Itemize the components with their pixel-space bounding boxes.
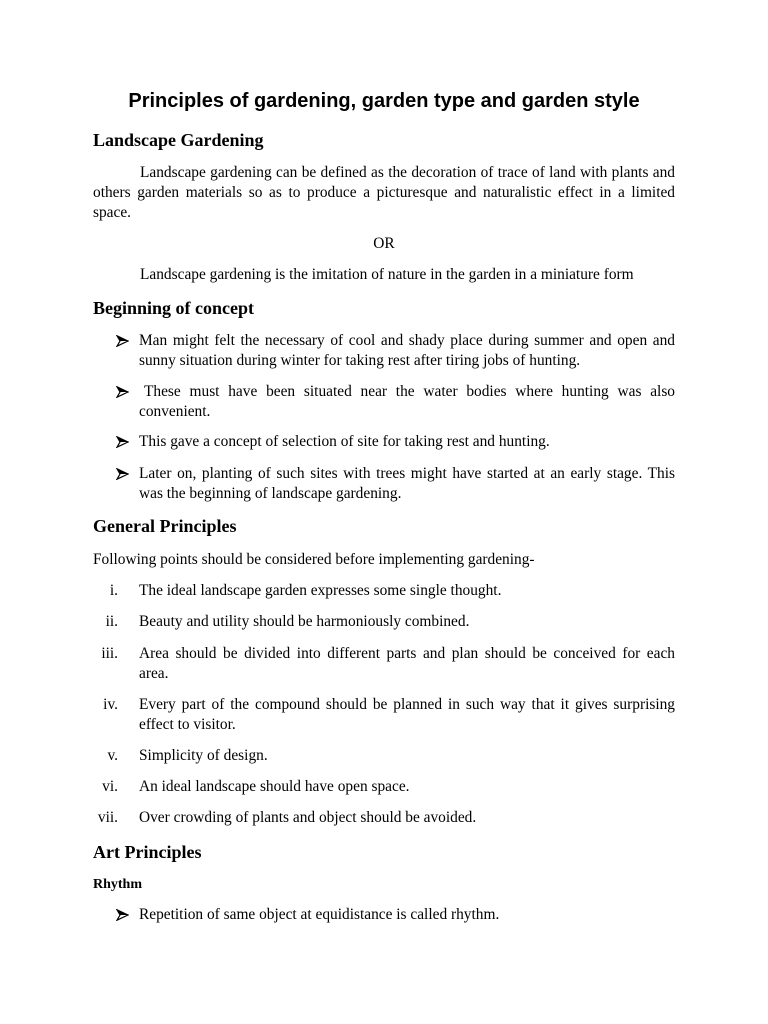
list-numeral: iii. [101, 645, 118, 662]
arrowhead-bullet-icon [116, 436, 129, 448]
list-item-text [139, 382, 675, 422]
list-item-line: These must have been situated near the water bodies where hunting was also [144, 383, 675, 400]
list-item-text [139, 612, 675, 632]
numbered-item [0, 581, 768, 601]
list-item [0, 905, 768, 925]
list-item-line: Later on, planting of such sites with trees might have started at an early stage. This [139, 465, 675, 482]
list-numeral: ii. [105, 613, 118, 630]
numbered-item [0, 644, 768, 682]
list-numeral: i. [109, 582, 118, 599]
list-item-text [139, 644, 675, 684]
list-item-line: Man might felt the necessary of cool and shady place during summer and open and [139, 332, 675, 349]
list-item [0, 382, 768, 420]
document-title: Principles of gardening, garden type and garden style [128, 90, 640, 112]
list-item-line: The ideal landscape garden expresses some single thought. [139, 582, 502, 599]
list-item-line: sunny situation during winter for taking rest after tiring jobs of hunting. [139, 352, 581, 369]
list-item-line: Beauty and utility should be harmoniously combined. [139, 613, 470, 630]
list-numeral: iv. [103, 696, 118, 713]
list-numeral: vii. [97, 809, 118, 826]
paragraph-line: space. [93, 204, 132, 221]
list-item-text [139, 331, 675, 371]
numbered-item [0, 746, 768, 766]
list-item-line: Every part of the compound should be planned in such way that it gives surprising [139, 696, 675, 713]
arrowhead-bullet-icon [116, 468, 129, 480]
list-item-line: An ideal landscape should have open space. [139, 778, 410, 795]
list-numeral: v. [107, 747, 118, 764]
numbered-item [0, 777, 768, 797]
general-principles-intro: Following points should be considered before implementing gardening- [93, 551, 535, 568]
numbered-item [0, 695, 768, 733]
section-heading-general-principles: General Principles [93, 516, 237, 536]
list-item-line: Over crowding of plants and object should be avoided. [139, 809, 477, 826]
list-item [0, 331, 768, 369]
list-item [0, 432, 768, 452]
list-item-text [139, 432, 675, 452]
arrowhead-bullet-icon [116, 909, 129, 921]
list-item [0, 464, 768, 502]
list-item-line: area. [139, 665, 169, 682]
list-item-line: convenient. [139, 403, 211, 420]
list-item-text [139, 746, 675, 766]
arrowhead-bullet-icon [116, 335, 129, 347]
subheading-rhythm: Rhythm [93, 877, 143, 892]
list-item-line: was the beginning of landscape gardening. [139, 485, 402, 502]
section-heading-art-principles: Art Principles [93, 842, 202, 862]
section-heading-landscape-gardening: Landscape Gardening [93, 130, 264, 150]
list-numeral: vi. [102, 778, 118, 795]
list-item-line: Repetition of same object at equidistance is called rhythm. [139, 906, 500, 923]
alternate-definition: Landscape gardening is the imitation of nature in the garden in a miniature form [140, 266, 634, 283]
list-item-line: Simplicity of design. [139, 747, 268, 764]
list-item-text [139, 808, 675, 828]
list-item-text [139, 464, 675, 504]
list-item-text [139, 695, 675, 735]
or-separator: OR [373, 235, 395, 252]
numbered-item [0, 612, 768, 632]
paragraph-line: others garden materials so as to produce a picturesque and naturalistic effect in a limited [93, 184, 675, 201]
list-item-text [139, 581, 675, 601]
list-item-text [139, 905, 675, 925]
list-item-line: This gave a concept of selection of site for taking rest and hunting. [139, 433, 550, 450]
list-item-line: effect to visitor. [139, 716, 236, 733]
definition-paragraph [93, 163, 675, 223]
paragraph-line: Landscape gardening can be defined as the decoration of trace of land with plants and [140, 164, 675, 181]
arrowhead-bullet-icon [116, 386, 129, 398]
list-item-line: Area should be divided into different parts and plan should be conceived for each [139, 645, 675, 662]
section-heading-beginning-of-concept: Beginning of concept [93, 298, 255, 318]
numbered-item [0, 808, 768, 828]
list-item-text [139, 777, 675, 797]
